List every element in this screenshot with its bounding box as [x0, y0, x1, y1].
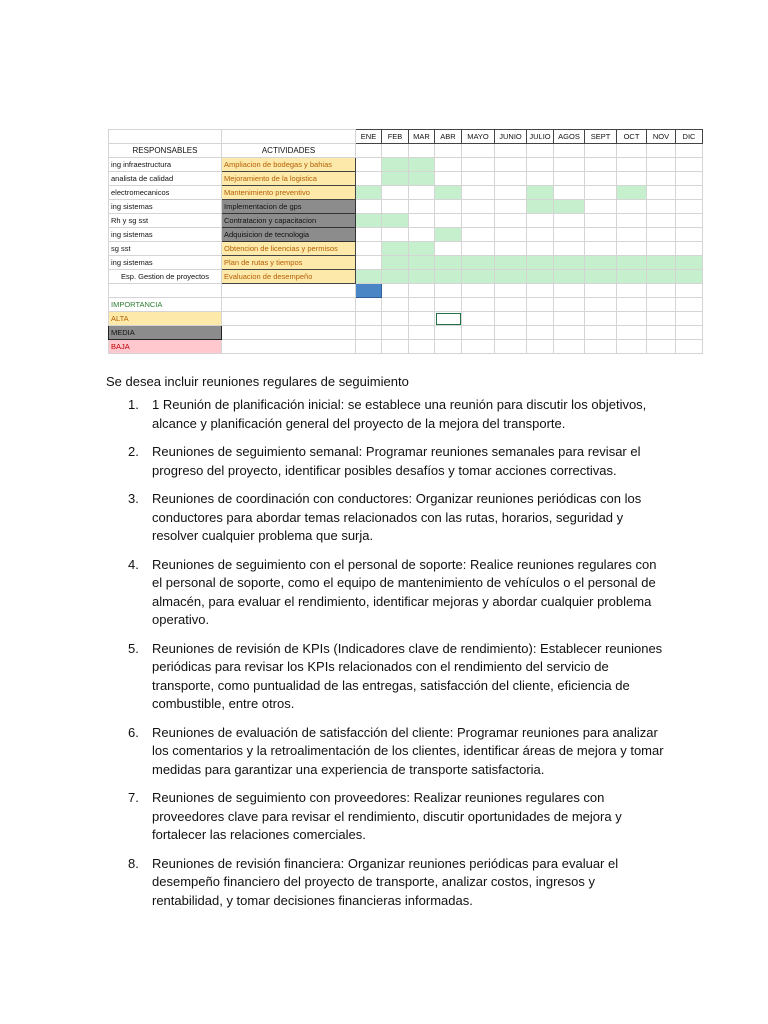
responsable-cell[interactable]: ing infraestructura — [109, 158, 222, 172]
month-header-oct[interactable]: OCT — [617, 130, 647, 144]
sheet-cell[interactable] — [585, 298, 617, 312]
activity-row — [109, 256, 703, 270]
sheet-cell[interactable] — [462, 144, 495, 158]
sheet-cell[interactable] — [647, 144, 676, 158]
schedule-cell-active[interactable] — [495, 256, 527, 270]
activity-row — [109, 172, 703, 186]
legend-media[interactable]: MEDIA — [109, 326, 222, 340]
schedule-cell[interactable] — [462, 228, 495, 242]
sheet-cell[interactable] — [676, 312, 703, 326]
schedule-cell[interactable] — [617, 214, 647, 228]
schedule-cell-active[interactable] — [382, 242, 409, 256]
list-item-text: Reuniones de seguimiento con proveedores: Realizar reuniones regulares con proveedores clave para revisar el rendimiento, discutir oportunidades de mejora y fortalecer las relaciones comerciales. — [152, 790, 622, 842]
schedule-cell-active[interactable] — [382, 270, 409, 284]
month-header-mayo[interactable]: MAYO — [462, 130, 495, 144]
schedule-cell[interactable] — [647, 228, 676, 242]
sheet-cell[interactable] — [554, 340, 585, 354]
schedule-cell-active[interactable] — [382, 256, 409, 270]
schedule-cell-active[interactable] — [435, 228, 462, 242]
month-header-dic[interactable]: DIC — [676, 130, 703, 144]
schedule-cell-active[interactable] — [382, 214, 409, 228]
schedule-cell[interactable] — [617, 158, 647, 172]
sheet-cell[interactable] — [462, 284, 495, 298]
schedule-cell-active[interactable] — [382, 158, 409, 172]
schedule-cell-active[interactable] — [617, 256, 647, 270]
sheet-cell[interactable] — [462, 312, 495, 326]
schedule-cell-active[interactable] — [409, 158, 435, 172]
list-number: 8. — [128, 855, 139, 871]
list-item-text: Reuniones de revisión de KPIs (Indicadores clave de rendimiento): Establecer reuniones periódicas para revisar los KPIs relacionados con el rendimiento del servicio de transporte, como puntualidad de las entregas, satisfacción del cliente, eficiencia de combustible, entre otros. — [152, 640, 663, 711]
list-number: 5. — [128, 640, 139, 656]
sheet-cell[interactable] — [382, 144, 409, 158]
sheet-cell[interactable] — [222, 298, 356, 312]
schedule-cell-active[interactable] — [554, 270, 585, 284]
actividad-cell[interactable]: Obtencion de licencias y permisos — [222, 242, 356, 256]
responsable-cell[interactable]: electromecanicos — [109, 186, 222, 200]
month-header-julio[interactable]: JULIO — [527, 130, 554, 144]
sheet-cell[interactable] — [527, 326, 554, 340]
sheet-cell[interactable] — [435, 340, 462, 354]
schedule-cell-active[interactable] — [527, 256, 554, 270]
sheet-cell[interactable] — [495, 144, 527, 158]
list-item-text: Reuniones de evaluación de satisfacción del cliente: Programar reuniones para analizar los comentarios y la retroalimentación de los clientes, identificar áreas de mejora y tomar medidas para garantizar una experiencia de transporte satisfactoria. — [152, 724, 664, 777]
schedule-cell[interactable] — [554, 158, 585, 172]
schedule-cell[interactable] — [495, 228, 527, 242]
schedule-cell[interactable] — [585, 186, 617, 200]
schedule-cell-active[interactable] — [527, 200, 554, 214]
sheet-cell[interactable] — [676, 298, 703, 312]
month-header-row — [109, 130, 703, 144]
list-item-text: Reuniones de seguimiento con el personal de soporte: Realice reuniones regulares con el personal de soporte, como el equipo de mantenimiento de vehículos o el personal de almacén, para evaluar el rendimiento, identificar mejoras y abordar cualquier problema operativo. — [152, 556, 657, 627]
schedule-cell[interactable] — [382, 228, 409, 242]
schedule-cell[interactable] — [462, 186, 495, 200]
list-number: 7. — [128, 790, 139, 805]
sheet-cell[interactable] — [527, 312, 554, 326]
list-item — [106, 443, 666, 480]
sheet-cell[interactable] — [382, 298, 409, 312]
schedule-cell[interactable] — [382, 186, 409, 200]
schedule-cell[interactable] — [554, 228, 585, 242]
schedule-cell[interactable] — [495, 200, 527, 214]
schedule-cell[interactable] — [435, 172, 462, 186]
sheet-cell[interactable] — [409, 284, 435, 298]
sheet-cell[interactable] — [527, 144, 554, 158]
schedule-cell-active[interactable] — [462, 256, 495, 270]
list-item — [106, 640, 666, 714]
sheet-cell[interactable] — [676, 144, 703, 158]
activity-row — [109, 214, 703, 228]
responsable-cell[interactable]: Esp. Gestion de proyectos — [109, 270, 222, 284]
legend-baja[interactable]: BAJA — [109, 340, 222, 354]
activity-row — [109, 242, 703, 256]
sheet-cell[interactable] — [647, 312, 676, 326]
schedule-cell-active[interactable] — [409, 172, 435, 186]
sheet-cell[interactable] — [527, 298, 554, 312]
responsable-cell[interactable]: ing sistemas — [109, 228, 222, 242]
sheet-cell[interactable] — [462, 326, 495, 340]
schedule-cell-active[interactable] — [409, 270, 435, 284]
legend-alta[interactable]: ALTA — [109, 312, 222, 326]
schedule-cell[interactable] — [382, 200, 409, 214]
list-number: 6. — [128, 724, 139, 740]
sheet-cell[interactable] — [647, 326, 676, 340]
list-item — [106, 396, 666, 433]
responsable-cell[interactable]: ing sistemas — [109, 256, 222, 270]
list-item — [106, 556, 666, 630]
sheet-cell[interactable] — [617, 144, 647, 158]
schedule-cell[interactable] — [527, 158, 554, 172]
activity-row — [109, 186, 703, 200]
schedule-cell[interactable] — [676, 158, 703, 172]
schedule-cell[interactable] — [495, 172, 527, 186]
sheet-cell[interactable] — [585, 312, 617, 326]
sheet-cell[interactable] — [554, 144, 585, 158]
schedule-cell[interactable] — [676, 186, 703, 200]
schedule-cell[interactable] — [527, 228, 554, 242]
schedule-cell[interactable] — [356, 200, 382, 214]
activity-row — [109, 270, 703, 284]
schedule-cell[interactable] — [409, 200, 435, 214]
sheet-cell[interactable] — [585, 144, 617, 158]
list-item — [106, 789, 666, 845]
sheet-cell[interactable] — [495, 326, 527, 340]
schedule-cell-active[interactable] — [617, 270, 647, 284]
schedule-cell[interactable] — [585, 172, 617, 186]
list-number: 2. — [128, 444, 139, 459]
sheet-cell[interactable] — [356, 298, 382, 312]
sheet-cell[interactable] — [382, 340, 409, 354]
sheet-cell[interactable] — [382, 326, 409, 340]
schedule-cell[interactable] — [676, 214, 703, 228]
schedule-cell-active[interactable] — [554, 256, 585, 270]
legend-row — [109, 326, 703, 340]
schedule-cell-active[interactable] — [676, 270, 703, 284]
schedule-cell[interactable] — [527, 242, 554, 256]
sheet-cell[interactable] — [647, 340, 676, 354]
schedule-cell[interactable] — [527, 172, 554, 186]
sheet-cell[interactable] — [435, 326, 462, 340]
responsable-cell[interactable]: ing sistemas — [109, 200, 222, 214]
list-item — [106, 724, 666, 780]
sheet-cell[interactable] — [554, 312, 585, 326]
sheet-cell[interactable] — [109, 284, 222, 298]
sheet-cell[interactable] — [462, 298, 495, 312]
sheet-cell[interactable] — [495, 340, 527, 354]
sheet-cell[interactable] — [585, 340, 617, 354]
intro-text: Se desea incluir reuniones regulares de seguimiento — [106, 374, 409, 389]
schedule-cell-active[interactable] — [585, 256, 617, 270]
schedule-cell[interactable] — [409, 186, 435, 200]
schedule-cell[interactable] — [585, 200, 617, 214]
list-item-text: Reuniones de seguimiento semanal: Programar reuniones semanales para revisar el progreso del proyecto, identificar posibles desafíos y tomar acciones correctivas. — [152, 444, 641, 478]
sheet-cell[interactable] — [435, 298, 462, 312]
sheet-cell[interactable] — [647, 284, 676, 298]
month-header-sept[interactable]: SEPT — [585, 130, 617, 144]
schedule-cell[interactable] — [676, 200, 703, 214]
active-cell-cursor[interactable] — [435, 312, 462, 326]
schedule-cell-active[interactable] — [617, 186, 647, 200]
sheet-cell[interactable] — [222, 312, 356, 326]
sheet-cell[interactable] — [222, 130, 356, 144]
sheet-cell[interactable] — [647, 298, 676, 312]
schedule-cell-active[interactable] — [527, 270, 554, 284]
activity-row — [109, 228, 703, 242]
schedule-cell[interactable] — [527, 214, 554, 228]
month-header-feb[interactable]: FEB — [382, 130, 409, 144]
list-number: 4. — [128, 556, 139, 572]
schedule-cell[interactable] — [554, 214, 585, 228]
schedule-cell[interactable] — [409, 228, 435, 242]
schedule-cell-active[interactable] — [495, 270, 527, 284]
month-header-agos[interactable]: AGOS — [554, 130, 585, 144]
schedule-cell[interactable] — [647, 214, 676, 228]
list-number: 3. — [128, 491, 139, 506]
schedule-cell-active[interactable] — [435, 186, 462, 200]
schedule-cell[interactable] — [647, 158, 676, 172]
sheet-cell[interactable] — [585, 326, 617, 340]
responsables-header[interactable]: RESPONSABLES — [109, 144, 222, 158]
sheet-cell[interactable] — [554, 298, 585, 312]
sheet-cell[interactable] — [382, 284, 409, 298]
importancia-label[interactable]: IMPORTANCIA — [109, 298, 222, 312]
schedule-cell[interactable] — [409, 214, 435, 228]
schedule-cell[interactable] — [617, 200, 647, 214]
sheet-cell[interactable] — [554, 326, 585, 340]
schedule-cell[interactable] — [356, 172, 382, 186]
schedule-cell[interactable] — [554, 186, 585, 200]
column-header-row — [109, 144, 703, 158]
schedule-cell[interactable] — [647, 186, 676, 200]
sheet-cell[interactable] — [617, 340, 647, 354]
sheet-cell[interactable] — [617, 284, 647, 298]
list-item — [106, 490, 666, 546]
list-number: 1. — [128, 397, 139, 412]
schedule-cell[interactable] — [585, 214, 617, 228]
sheet-cell[interactable] — [409, 340, 435, 354]
schedule-cell[interactable] — [356, 256, 382, 270]
sheet-cell[interactable] — [676, 326, 703, 340]
schedule-cell[interactable] — [647, 172, 676, 186]
schedule-cell-active[interactable] — [435, 270, 462, 284]
month-header-abr[interactable]: ABR — [435, 130, 462, 144]
activity-row — [109, 158, 703, 172]
month-header-junio[interactable]: JUNIO — [495, 130, 527, 144]
schedule-cell[interactable] — [647, 242, 676, 256]
actividades-header[interactable]: ACTIVIDADES — [222, 144, 356, 158]
schedule-cell-active[interactable] — [527, 186, 554, 200]
actividad-cell[interactable]: Implementacion de gps — [222, 200, 356, 214]
sheet-cell[interactable] — [222, 284, 356, 298]
list-item-text: 1 Reunión de planificación inicial: se establece una reunión para discutir los objetivos, alcance y planificación general del proyecto de la mejora del transporte. — [152, 397, 647, 431]
schedule-cell-active[interactable] — [409, 242, 435, 256]
sheet-cell[interactable] — [409, 312, 435, 326]
activity-row — [109, 200, 703, 214]
sheet-cell[interactable] — [676, 340, 703, 354]
sheet-cell[interactable] — [409, 326, 435, 340]
schedule-cell[interactable] — [554, 242, 585, 256]
sheet-cell[interactable] — [356, 144, 382, 158]
schedule-cell[interactable] — [462, 242, 495, 256]
sheet-cell[interactable] — [356, 340, 382, 354]
sheet-cell[interactable] — [356, 312, 382, 326]
sheet-cell[interactable] — [462, 340, 495, 354]
schedule-cell-active[interactable] — [647, 270, 676, 284]
sheet-cell[interactable] — [435, 144, 462, 158]
sheet-cell[interactable] — [617, 312, 647, 326]
schedule-cell-active[interactable] — [409, 256, 435, 270]
schedule-cell[interactable] — [462, 200, 495, 214]
schedule-cell[interactable] — [356, 242, 382, 256]
schedule-cell[interactable] — [676, 228, 703, 242]
schedule-cell-active[interactable] — [356, 186, 382, 200]
sheet-cell[interactable] — [617, 326, 647, 340]
list-item-text: Reuniones de coordinación con conductores: Organizar reuniones periódicas con los conductores para abordar temas relacionados con las rutas, horarios, seguridad y resolver cualquier problema que surja. — [152, 491, 642, 543]
sheet-cell[interactable] — [222, 340, 356, 354]
schedule-cell[interactable] — [435, 200, 462, 214]
schedule-cell[interactable] — [462, 158, 495, 172]
legend-row — [109, 340, 703, 354]
sheet-cell[interactable] — [617, 298, 647, 312]
actividad-cell[interactable]: Plan de rutas y tiempos — [222, 256, 356, 270]
actividad-cell[interactable]: Evaluacion de desempeño — [222, 270, 356, 284]
sheet-cell[interactable] — [527, 284, 554, 298]
sheet-cell[interactable] — [109, 130, 222, 144]
sheet-cell[interactable] — [356, 326, 382, 340]
schedule-cell[interactable] — [435, 242, 462, 256]
schedule-cell[interactable] — [495, 242, 527, 256]
sheet-cell[interactable] — [554, 284, 585, 298]
month-header-ene[interactable]: ENE — [356, 130, 382, 144]
sheet-cell[interactable] — [585, 284, 617, 298]
month-header-nov[interactable]: NOV — [647, 130, 676, 144]
schedule-cell-active[interactable] — [356, 214, 382, 228]
schedule-cell[interactable] — [495, 214, 527, 228]
sheet-cell[interactable] — [495, 298, 527, 312]
schedule-cell[interactable] — [462, 172, 495, 186]
schedule-cell-active[interactable] — [585, 270, 617, 284]
sheet-cell[interactable] — [495, 312, 527, 326]
month-header-mar[interactable]: MAR — [409, 130, 435, 144]
sheet-cell[interactable] — [435, 284, 462, 298]
list-item-text: Reuniones de revisión financiera: Organizar reuniones periódicas para evaluar el desempeño financiero del proyecto de transporte, analizar costos, ingresos y rentabilidad, y tomar decisiones financieras informadas. — [152, 855, 619, 908]
list-item — [106, 855, 666, 911]
schedule-cell[interactable] — [617, 172, 647, 186]
actividad-cell[interactable]: Adquisicion de tecnologia — [222, 228, 356, 242]
sheet-cell[interactable] — [495, 284, 527, 298]
sheet-cell[interactable] — [527, 340, 554, 354]
legend-row — [109, 312, 703, 326]
sheet-row — [109, 284, 703, 298]
schedule-cell[interactable] — [462, 214, 495, 228]
schedule-cell[interactable] — [617, 228, 647, 242]
schedule-cell[interactable] — [554, 172, 585, 186]
responsable-cell[interactable]: sg sst — [109, 242, 222, 256]
actividad-cell[interactable]: Mantenimiento preventivo — [222, 186, 356, 200]
actividad-cell[interactable]: Contratacion y capacitacion — [222, 214, 356, 228]
sheet-cell[interactable] — [409, 298, 435, 312]
responsable-cell[interactable]: analista de calidad — [109, 172, 222, 186]
schedule-cell[interactable] — [585, 242, 617, 256]
selected-cell[interactable] — [356, 284, 382, 298]
schedule-cell[interactable] — [676, 172, 703, 186]
sheet-cell[interactable] — [409, 144, 435, 158]
schedule-cell-active[interactable] — [382, 172, 409, 186]
schedule-cell[interactable] — [617, 242, 647, 256]
meetings-list — [106, 396, 666, 920]
sheet-cell[interactable] — [382, 312, 409, 326]
schedule-cell[interactable] — [647, 200, 676, 214]
schedule-cell-active[interactable] — [676, 256, 703, 270]
schedule-cell[interactable] — [495, 158, 527, 172]
schedule-cell[interactable] — [435, 214, 462, 228]
schedule-cell[interactable] — [676, 242, 703, 256]
sheet-cell[interactable] — [676, 284, 703, 298]
actividad-cell[interactable]: Mejoramiento de la logistica — [222, 172, 356, 186]
schedule-cell[interactable] — [495, 186, 527, 200]
schedule-cell[interactable] — [356, 228, 382, 242]
schedule-cell-active[interactable] — [647, 256, 676, 270]
schedule-cell[interactable] — [585, 158, 617, 172]
schedule-cell[interactable] — [356, 158, 382, 172]
responsable-cell[interactable]: Rh y sg sst — [109, 214, 222, 228]
schedule-cell-active[interactable] — [554, 200, 585, 214]
sheet-cell[interactable] — [222, 326, 356, 340]
schedule-cell-active[interactable] — [435, 256, 462, 270]
schedule-cell-active[interactable] — [462, 270, 495, 284]
schedule-cell-active[interactable] — [356, 270, 382, 284]
schedule-cell[interactable] — [435, 158, 462, 172]
schedule-cell[interactable] — [585, 228, 617, 242]
schedule-spreadsheet — [108, 129, 703, 354]
legend-row — [109, 298, 703, 312]
actividad-cell[interactable]: Ampliacion de bodegas y bahias — [222, 158, 356, 172]
